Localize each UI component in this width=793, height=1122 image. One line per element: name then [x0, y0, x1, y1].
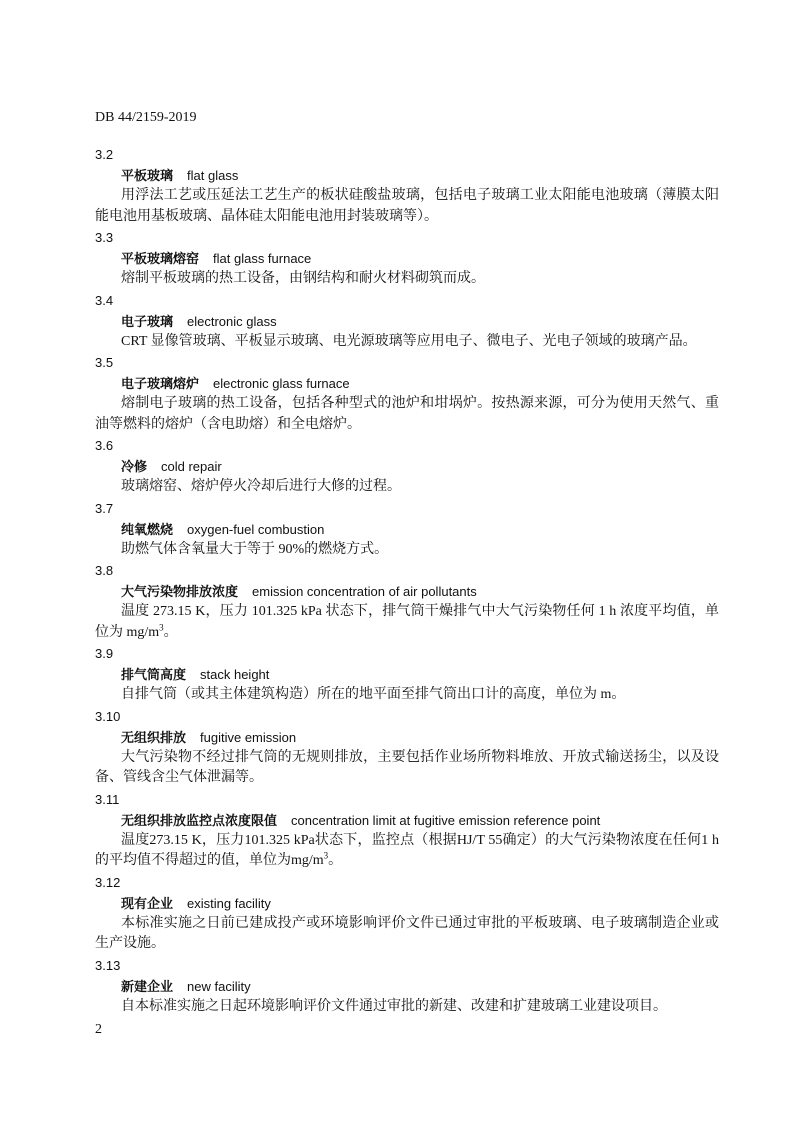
- term-entry-3-4: [95, 290, 719, 353]
- term-entry-3-13: [95, 955, 719, 1018]
- term-title: [95, 664, 719, 685]
- terms-definitions-section: [95, 144, 719, 1017]
- term-chinese: 现有企业: [121, 895, 174, 911]
- term-title: [95, 165, 719, 186]
- term-chinese: 电子玻璃熔炉: [121, 376, 200, 391]
- term-chinese: 大气污染物排放浓度: [121, 584, 239, 599]
- term-chinese: 排气筒高度: [121, 667, 187, 682]
- term-title: [95, 976, 719, 997]
- term-definition: 熔制电子玻璃的热工设备，包括各种型式的池炉和坩埚炉。按热源来源，可分为使用天然气、重油等燃料的熔炉（含电助熔）和全电熔炉。: [95, 396, 719, 432]
- term-number: 3.9: [95, 646, 114, 661]
- definition-tail: 。: [328, 853, 343, 868]
- term-definition: 大气污染物不经过排气筒的无规则排放，主要包括作业场所物料堆放、开放式输送扬尘，以及设备、管线含尘气体泄漏等。: [95, 749, 719, 785]
- term-entry-3-8: [95, 560, 719, 643]
- term-chinese: 冷修: [121, 459, 148, 474]
- term-number: 3.10: [95, 708, 121, 724]
- term-entry-3-7: [95, 498, 719, 561]
- definition-text: 温度 273.15 K，压力 101.325 kPa 状态下，排气筒干燥排气中大气污染物任何 1 h 浓度平均值，单位为 mg/m: [95, 604, 719, 640]
- term-number: 3.6: [95, 438, 114, 453]
- term-chinese: 平板玻璃: [121, 168, 174, 183]
- term-definition: 自本标准实施之日起环境影响评价文件通过审批的新建、改建和扩建玻璃工业建设项目。: [121, 998, 667, 1014]
- term-definition: CRT 显像管玻璃、平板显示玻璃、电光源玻璃等应用电子、微电子、光电子领域的玻璃产品。: [121, 333, 697, 349]
- term-title: [95, 519, 719, 540]
- term-chinese: 无组织排放监控点浓度限值: [121, 812, 278, 828]
- term-entry-3-10: [95, 706, 719, 789]
- term-definition: 自排气筒（或其主体建筑构造）所在的地平面至排气筒出口计的高度，单位为 m。: [121, 687, 626, 702]
- term-title: [95, 810, 719, 831]
- term-english: cold repair: [161, 459, 222, 474]
- definition-text: 温度273.15 K，压力101.325 kPa状态下，监控点（根据HJ/T 55确定）的大气污染物浓度在任何1 h的平均值不得超过的值，单位为mg/m: [95, 832, 719, 868]
- term-english: electronic glass: [187, 313, 277, 329]
- term-english: existing facility: [187, 895, 271, 911]
- term-title: [95, 581, 719, 602]
- term-chinese: 平板玻璃熔窑: [121, 251, 200, 266]
- document-code-header: DB 44/2159-2019: [95, 110, 197, 125]
- term-number: 3.12: [95, 874, 121, 890]
- term-chinese: 新建企业: [121, 978, 174, 994]
- term-english: new facility: [187, 978, 251, 994]
- term-definition: 助燃气体含氧量大于等于 90%的燃烧方式。: [121, 541, 389, 557]
- term-definition: 玻璃熔窑、熔炉停火冷却后进行大修的过程。: [121, 479, 401, 494]
- term-english: flat glass furnace: [213, 251, 312, 266]
- term-number: 3.5: [95, 355, 114, 370]
- term-title: [95, 311, 719, 332]
- term-entry-3-2: [95, 144, 719, 227]
- term-entry-3-12: [95, 872, 719, 955]
- term-title: [95, 456, 719, 477]
- term-english: flat glass: [187, 168, 239, 183]
- term-title: [95, 373, 719, 394]
- term-number: 3.7: [95, 500, 114, 516]
- term-title: [95, 893, 719, 914]
- term-definition: 本标准实施之日前已建成投产或环境影响评价文件已通过审批的平板玻璃、电子玻璃制造企业或生产设施。: [95, 915, 719, 951]
- term-number: 3.4: [95, 292, 114, 308]
- term-entry-3-9: [95, 643, 719, 706]
- term-definition: [95, 602, 719, 643]
- term-english: fugitive emission: [200, 729, 297, 745]
- term-title: [95, 248, 719, 269]
- unit-superscript: 3: [323, 850, 329, 861]
- page-number: 2: [95, 1022, 102, 1037]
- definition-tail: 。: [163, 624, 178, 640]
- term-english: electronic glass furnace: [213, 376, 350, 391]
- term-number: 3.2: [95, 147, 114, 162]
- term-definition: [95, 831, 719, 872]
- term-definition: 熔制平板玻璃的热工设备，由钢结构和耐火材料砌筑而成。: [121, 271, 485, 286]
- term-number: 3.11: [95, 791, 120, 807]
- term-english: concentration limit at fugitive emission reference point: [291, 812, 601, 828]
- term-entry-3-6: [95, 435, 719, 498]
- term-english: emission concentration of air pollutants: [252, 584, 477, 599]
- term-entry-3-5: [95, 352, 719, 435]
- term-chinese: 无组织排放: [121, 729, 187, 745]
- term-number: 3.3: [95, 230, 114, 245]
- unit-superscript: 3: [159, 621, 164, 632]
- term-entry-3-3: [95, 227, 719, 290]
- term-chinese: 电子玻璃: [121, 313, 174, 329]
- term-number: 3.13: [95, 957, 121, 973]
- term-number: 3.8: [95, 563, 114, 578]
- term-title: [95, 727, 719, 748]
- term-english: oxygen-fuel combustion: [187, 521, 325, 537]
- term-definition: 用浮法工艺或压延法工艺生产的板状硅酸盐玻璃，包括电子玻璃工业太阳能电池玻璃（薄膜太阳能电池用基板玻璃、晶体硅太阳能电池用封装玻璃等）。: [95, 188, 719, 224]
- term-english: stack height: [200, 667, 270, 682]
- term-chinese: 纯氧燃烧: [121, 521, 174, 537]
- term-entry-3-11: [95, 789, 719, 872]
